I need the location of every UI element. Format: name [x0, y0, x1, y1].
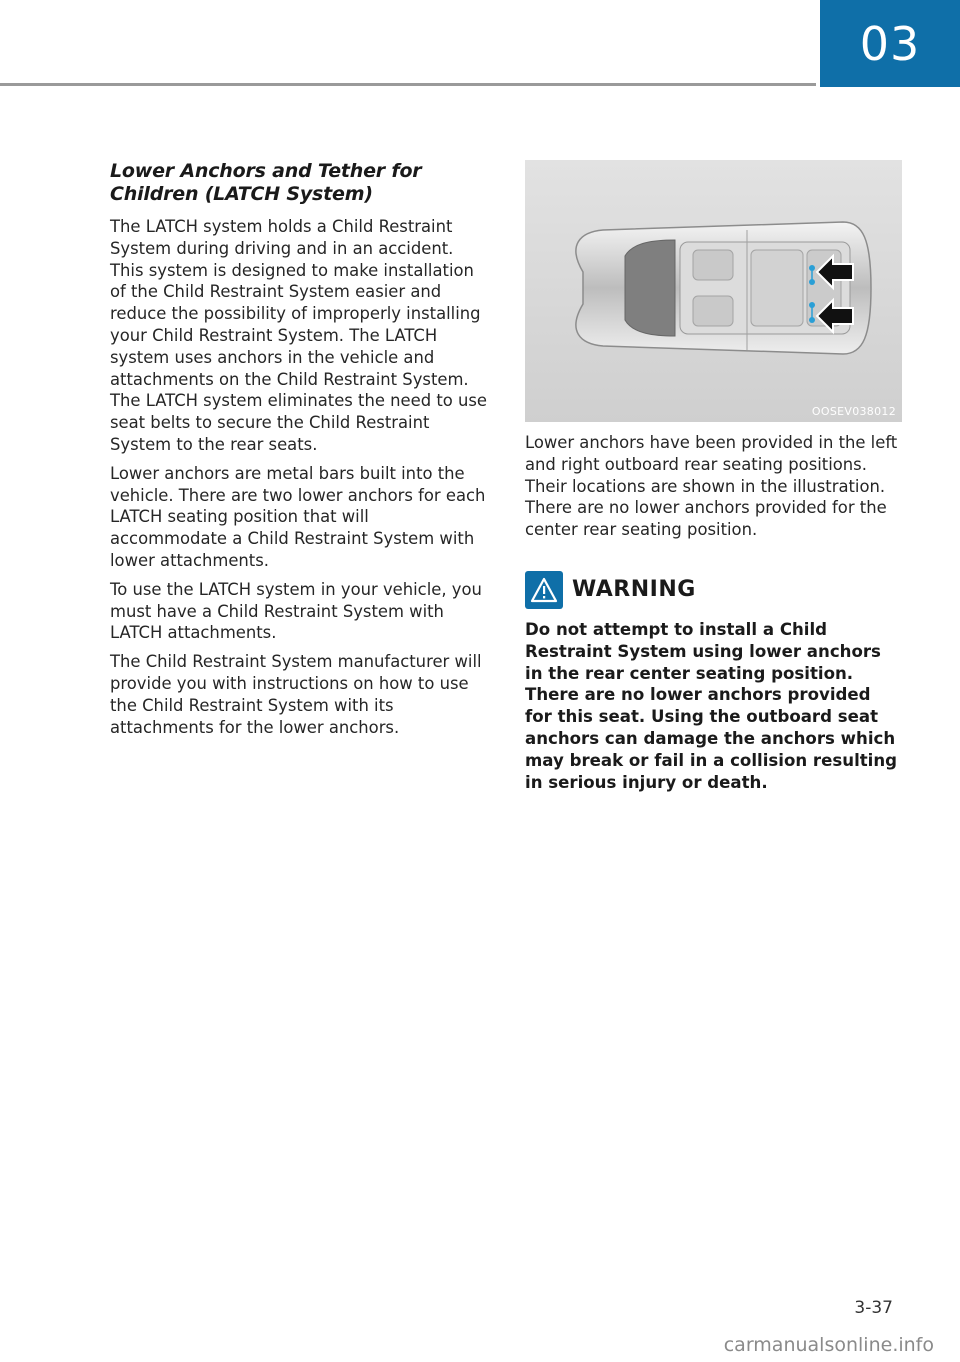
right-column: [525, 160, 902, 793]
figure-code: OOSEV038012: [811, 405, 896, 418]
watermark: carmanualsonline.info: [723, 1334, 934, 1356]
paragraph-latch-attachments: To use the LATCH system in your vehicle, you must have a Child Restraint System with LATCH attachments.: [110, 579, 482, 643]
chapter-number: 03: [859, 16, 921, 71]
paragraph-lower-anchors: Lower anchors are metal bars built into the vehicle. There are two lower anchors for each LATCH seating position that will accommodate a Child Restraint System with lower attachments.: [110, 463, 486, 570]
section-heading-line2: Children (LATCH System): [110, 183, 373, 205]
page-number: 3-37: [854, 1298, 893, 1318]
warning-header: [525, 571, 902, 609]
paragraph-anchor-locations: Lower anchors have been provided in the left and right outboard rear seating positions. Their locations are shown in the illustration. There are no lower anchors provided for the center rear seating position.: [525, 433, 898, 540]
header-rule: [0, 83, 816, 86]
chapter-tab: [820, 0, 960, 87]
left-column: [110, 160, 490, 745]
paragraph-latch-intro: The LATCH system holds a Child Restraint System during driving and in an accident. This system is designed to make installation of the Child Restraint System easier and reduce the possibility of improperly installing your Child Restraint System. The LATCH system uses anchors in the vehicle and attachments on the Child Restraint System. The LATCH system eliminates the need to use seat belts to secure the Child Restraint System to the rear seats.: [110, 217, 487, 454]
warning-triangle-icon: [525, 571, 563, 609]
anchor-location-figure: [525, 160, 902, 422]
paragraph-manufacturer-instructions: The Child Restraint System manufacturer will provide you with instructions on how to use the Child Restraint System with its attachments for the lower anchors.: [110, 652, 482, 737]
vehicle-top-view-illustration: [525, 160, 902, 422]
section-heading-line1: Lower Anchors and Tether for: [110, 160, 422, 182]
warning-title: WARNING: [572, 577, 696, 603]
warning-text: Do not attempt to install a Child Restraint System using lower anchors in the rear center seating position. There are no lower anchors provided for this seat. Using the outboard seat anchors can damage the anchors which may break or fail in a collision resulting in serious injury or death.: [525, 619, 898, 792]
section-heading: [110, 160, 490, 206]
